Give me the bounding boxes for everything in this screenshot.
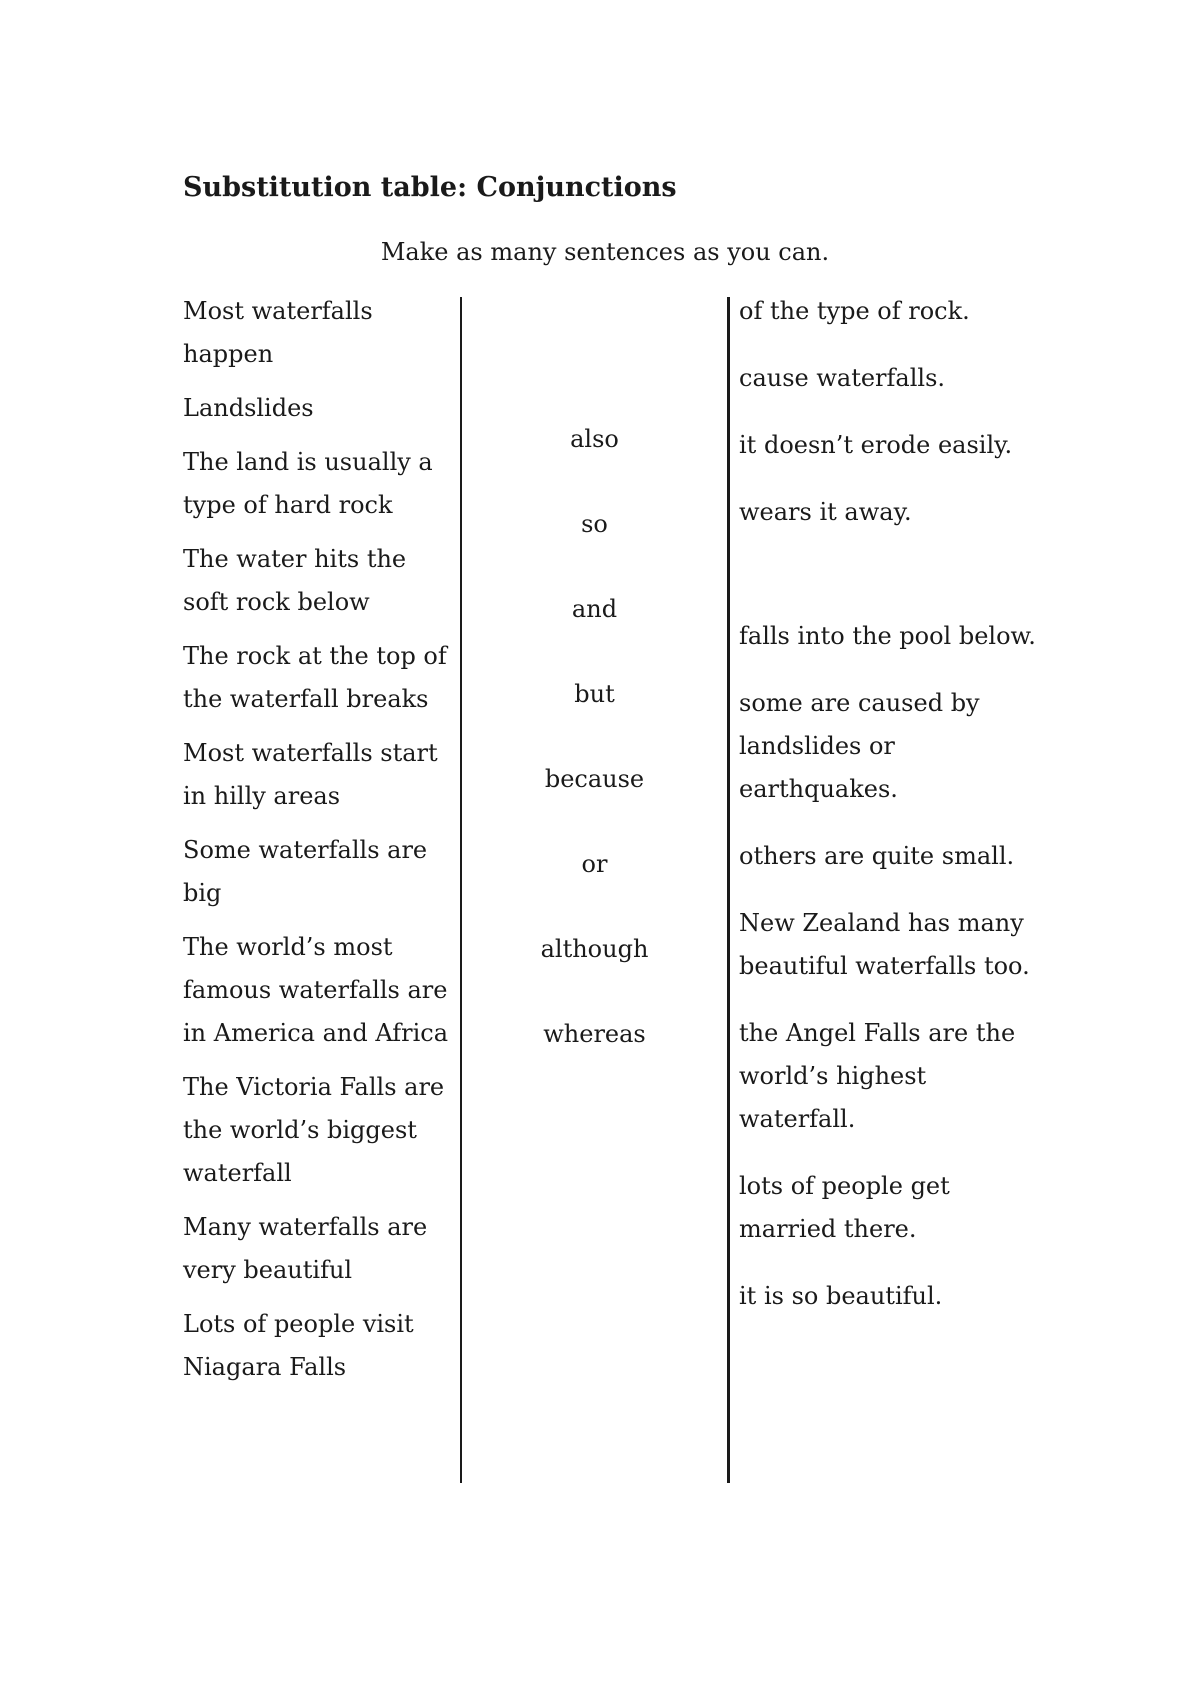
sentence-starter: Most waterfalls happen [183,297,373,368]
conjunction: so [581,510,608,538]
sentence-ending: New Zealand has many beautiful waterfalls too. [739,909,1030,980]
sentence-ending: wears it away. [739,498,912,526]
sentence-starter: Lots of people visit Niagara Falls [183,1310,414,1381]
sentence-ending: of the type of rock. [739,297,970,325]
sentence-starter: Many waterfalls are very beautiful [183,1213,428,1284]
sentence-endings-column [739,290,1039,1342]
conjunction: also [570,425,619,453]
sentence-starter: The world’s most famous waterfalls are in America and Africa [183,933,449,1047]
sentence-starter: The Victoria Falls are the world’s biggest waterfall [183,1073,445,1187]
sentence-starter: The rock at the top of the waterfall breaks [183,642,447,713]
conjunction: because [544,765,645,793]
page-title: Substitution table: Conjunctions [183,172,677,203]
sentence-ending: cause waterfalls. [739,364,946,392]
conjunction: but [574,680,615,708]
sentence-ending: it doesn’t erode easily. [739,431,1013,459]
sentence-starter: Some waterfalls are big [183,836,428,907]
sentence-ending: the Angel Falls are the world’s highest waterfall. [739,1019,1016,1133]
sentence-ending: falls into the pool below. [739,622,1036,650]
conjunction: although [540,935,649,963]
conjunction: whereas [543,1020,646,1048]
sentence-starter: Most waterfalls start in hilly areas [183,739,438,810]
sentence-ending: some are caused by landslides or earthquakes. [739,689,980,803]
sentence-starter: The land is usually a type of hard rock [183,448,433,519]
instruction-text: Make as many sentences as you can. [380,238,830,266]
conjunctions-column [462,418,727,1098]
sentence-starter: The water hits the soft rock below [183,545,407,616]
sentence-ending: it is so beautiful. [739,1282,943,1310]
column-divider-right [727,297,730,1483]
sentence-ending: others are quite small. [739,842,1015,870]
conjunction: and [571,595,618,623]
sentence-ending: lots of people get married there. [739,1172,950,1243]
conjunction: or [581,850,608,878]
sentence-starter: Landslides [183,394,314,422]
sentence-starters-column [183,290,458,1400]
sentence-ending-empty [739,558,1039,615]
